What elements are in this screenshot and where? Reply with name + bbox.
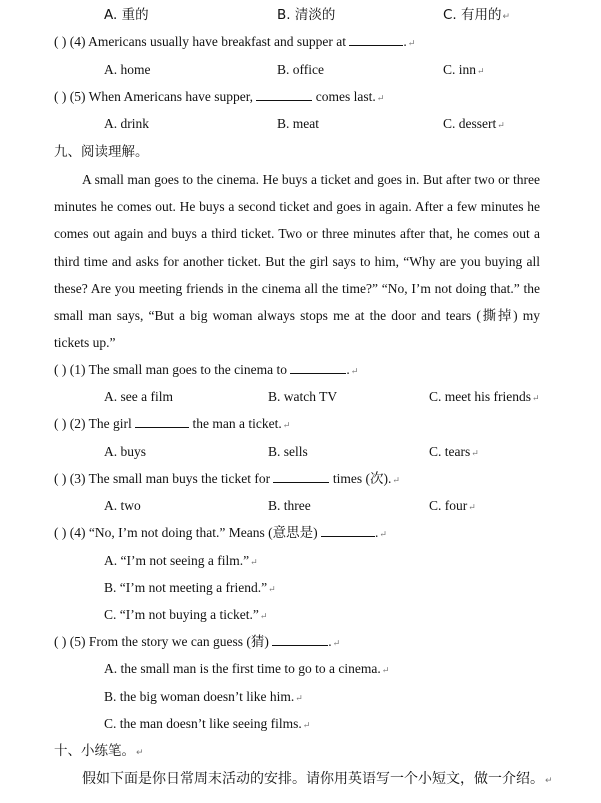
answer-blank[interactable] — [272, 633, 328, 646]
paragraph-mark-icon: ↵ — [477, 66, 485, 76]
reading-question-1: ( ) (1) The small man goes to the cinema to .↵ — [54, 362, 359, 377]
answer-bracket[interactable]: ( ) — [54, 525, 67, 540]
rq1-option-c: C. meet his friends↵ — [429, 389, 540, 404]
reading-question-5: ( ) (5) From the story we can guess (猜) .↵ — [54, 634, 341, 649]
q4-option-b: B. office — [277, 62, 324, 77]
q4-option-c: C. inn↵ — [443, 62, 485, 77]
answer-bracket[interactable]: ( ) — [54, 34, 67, 49]
answer-blank[interactable] — [290, 361, 346, 374]
paragraph-mark-icon: ↵ — [332, 638, 341, 648]
q3-option-b: B. 清淡的 — [277, 7, 336, 23]
reading-question-2: ( ) (2) The girl the man a ticket.↵ — [54, 416, 291, 431]
answer-bracket[interactable]: ( ) — [54, 362, 67, 377]
rq3-option-a: A. two — [104, 498, 141, 513]
paragraph-mark-icon: ↵ — [259, 611, 268, 621]
q5-option-b: B. meat — [277, 116, 319, 131]
q3-option-a: A. 重的 — [104, 7, 149, 23]
paragraph-mark-icon: ↵ — [471, 448, 479, 458]
rq4-option-c: C. “I’m not buying a ticket.”↵ — [104, 607, 268, 622]
q5-option-c: C. dessert↵ — [443, 116, 505, 131]
q4-option-a: A. home — [104, 62, 151, 77]
rq1-option-a: A. see a film — [104, 389, 173, 404]
question-5: ( ) (5) When Americans have supper, comes last.↵ — [54, 89, 385, 104]
section-9-title: 九、阅读理解。 — [54, 144, 149, 160]
answer-blank[interactable] — [273, 470, 329, 483]
paragraph-mark-icon: ↵ — [350, 366, 359, 376]
reading-question-4: ( ) (4) “No, I’m not doing that.” Means (意思是) .↵ — [54, 525, 387, 540]
paragraph-mark-icon: ↵ — [250, 557, 258, 567]
paragraph-mark-icon: ↵ — [545, 776, 553, 786]
paragraph-mark-icon: ↵ — [376, 93, 385, 103]
rq2-option-c: C. tears↵ — [429, 444, 479, 459]
paragraph-mark-icon: ↵ — [407, 38, 416, 48]
paragraph-mark-icon: ↵ — [497, 120, 505, 130]
section-10-title: 十、小练笔。↵ — [54, 743, 144, 759]
paragraph-mark-icon: ↵ — [136, 748, 144, 758]
paragraph-mark-icon: ↵ — [379, 529, 387, 539]
paragraph-mark-icon: ↵ — [295, 693, 303, 703]
q5-option-a: A. drink — [104, 116, 149, 131]
rq2-option-b: B. sells — [268, 444, 308, 459]
rq5-option-a: A. the small man is the first time to go to a cinema.↵ — [104, 661, 390, 676]
paragraph-mark-icon: ↵ — [468, 502, 476, 512]
q3-option-c: C. 有用的↵ — [443, 7, 511, 23]
rq3-option-b: B. three — [268, 498, 311, 513]
question-4: ( ) (4) Americans usually have breakfast and supper at .↵ — [54, 34, 416, 49]
paragraph-mark-icon: ↵ — [282, 420, 291, 430]
paragraph-mark-icon: ↵ — [502, 12, 511, 22]
answer-blank[interactable] — [349, 33, 403, 46]
rq1-option-b: B. watch TV — [268, 389, 338, 404]
rq5-option-b: B. the big woman doesn’t like him.↵ — [104, 689, 303, 704]
answer-blank[interactable] — [135, 415, 189, 428]
answer-bracket[interactable]: ( ) — [54, 89, 67, 104]
writing-prompt: 假如下面是你日常周末活动的安排。请你用英语写一个小短文，做一介绍。↵ — [82, 771, 553, 787]
paragraph-mark-icon: ↵ — [392, 475, 400, 485]
paragraph-mark-icon: ↵ — [268, 584, 276, 594]
rq3-option-c: C. four↵ — [429, 498, 476, 513]
answer-bracket[interactable]: ( ) — [54, 471, 67, 486]
rq5-option-c: C. the man doesn’t like seeing films.↵ — [104, 716, 311, 731]
rq2-option-a: A. buys — [104, 444, 147, 459]
answer-blank[interactable] — [256, 88, 312, 101]
paragraph-mark-icon: ↵ — [381, 665, 390, 675]
reading-question-3: ( ) (3) The small man buys the ticket for times (次).↵ — [54, 471, 400, 486]
rq4-option-a: A. “I’m not seeing a film.”↵ — [104, 553, 258, 568]
answer-bracket[interactable]: ( ) — [54, 634, 67, 649]
paragraph-mark-icon: ↵ — [302, 720, 311, 730]
reading-passage: A small man goes to the cinema. He buys a ticket and goes in. But after two or three minutes he comes out. He buys a second ticket and goes in again. After a few minutes he comes out again and buys a third ticket. Two or three minutes after that, he comes out a third time and asks for another ticket. But the girl says to him, “Why are you buying all these? Are you meeting friends in the cinema all the time?” “No, I’m not doing that.” the small man says, “But a big woman always stops me at the door and tears (撕掉) my tickets up.” — [54, 172, 540, 351]
answer-bracket[interactable]: ( ) — [54, 416, 67, 431]
answer-blank[interactable] — [321, 524, 375, 537]
rq4-option-b: B. “I’m not meeting a friend.”↵ — [104, 580, 276, 595]
paragraph-mark-icon: ↵ — [531, 393, 540, 403]
